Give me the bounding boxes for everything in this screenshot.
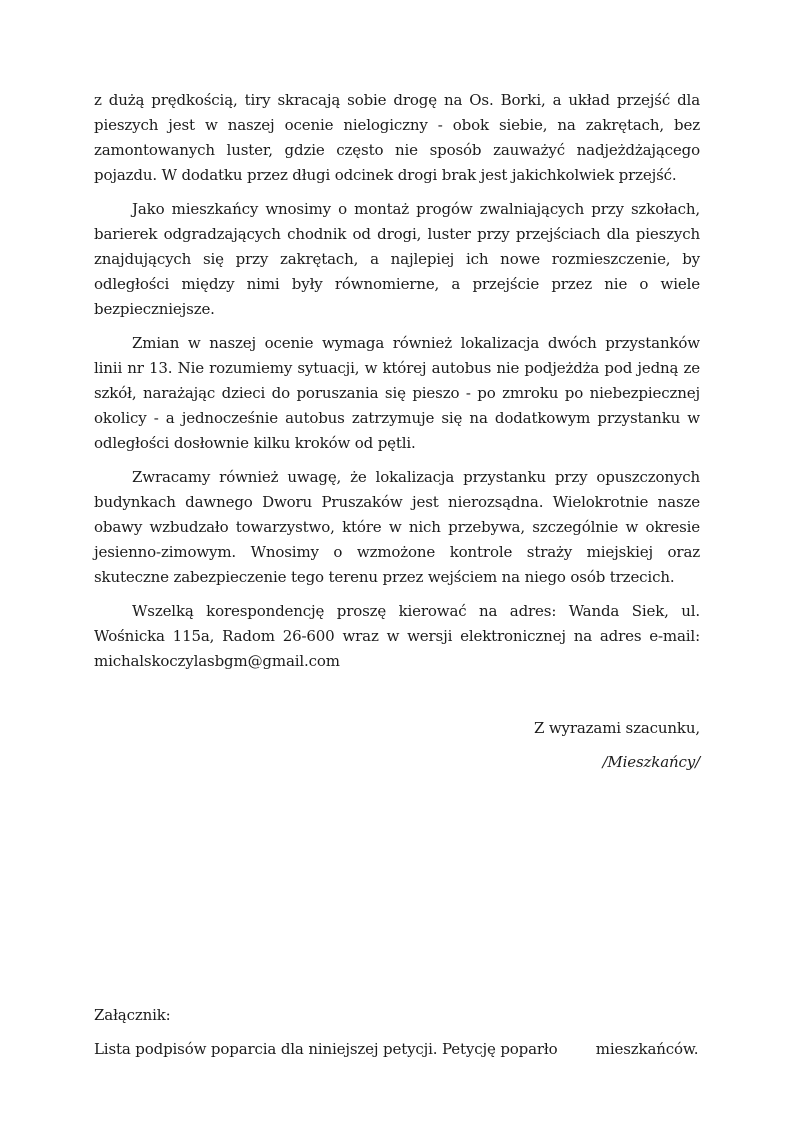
body-paragraph-bus-line-13: Zmian w naszej ocenie wymaga również lokalizacja dwóch przystanków linii nr 13. Nie rozumiemy sytuacji, w której autobus nie podjeżdża pod jedną ze szkół, narażając dzieci do poruszania się pieszo - po zmroku po niebezpiecznej okolicy - a jednocześnie autobus zatrzymuje się na dodatkowym przystanku w odległości dosłownie kilku kroków od pętli. — [94, 334, 700, 452]
body-paragraph-speed-bumps-request: Jako mieszkańcy wnosimy o montaż progów zwalniających przy szkołach, barierek odgradzających chodnik od drogi, luster przy przejściach dla pieszych znajdujących się przy zakrętach, a najlepiej ich nowe rozmieszczenie, by odległości między nimi były równomierne, a przejście przez nie o wiele bezpieczniejsze. — [94, 200, 700, 318]
body-paragraph-correspondence-address: Wszelką korespondencję proszę kierować na adres: Wanda Siek, ul. Wośnicka 115a, Radom 26-600 wraz w wersji elektronicznej na adres e-mail: michalskoczylasbgm@gmail.com — [94, 602, 700, 670]
closing-signature: /Mieszkańcy/ — [602, 753, 700, 771]
closing-salutation: Z wyrazami szacunku, — [533, 719, 700, 737]
signature-count-blank — [562, 1053, 591, 1054]
body-paragraph-road-safety-continuation: z dużą prędkością, tiry skracają sobie drogę na Os. Borki, a układ przejść dla pieszych jest w naszej ocenie nielogiczny - obok siebie, na zakrętach, bez zamontowanych luster, gdzie często nie sposób zauważyć nadjeżdżającego pojazdu. W dodatku przez długi odcinek drogi brak jest jakichkolwiek przejść. — [94, 91, 700, 184]
attachment-text-before-blank: Lista podpisów poparcia dla niniejszej petycji. Petycję poparło — [94, 1040, 563, 1058]
body-paragraph-abandoned-buildings: Zwracamy również uwagę, że lokalizacja przystanku przy opuszczonych budynkach dawnego Dworu Pruszaków jest nierozsądna. Wielokrotnie nasze obawy wzbudzało towarzystwo, które w nich przebywa, szczególnie w okresie jesienno-zimowym. Wnosimy o wzmożone kontrole straży miejskiej oraz skuteczne zabezpieczenie tego terenu przez wejściem na niego osób trzecich. — [94, 468, 700, 586]
attachment-text-after-blank: mieszkańców. — [591, 1040, 699, 1058]
attachment-label: Załącznik: — [94, 1006, 171, 1024]
attachment-description — [94, 1037, 700, 1062]
